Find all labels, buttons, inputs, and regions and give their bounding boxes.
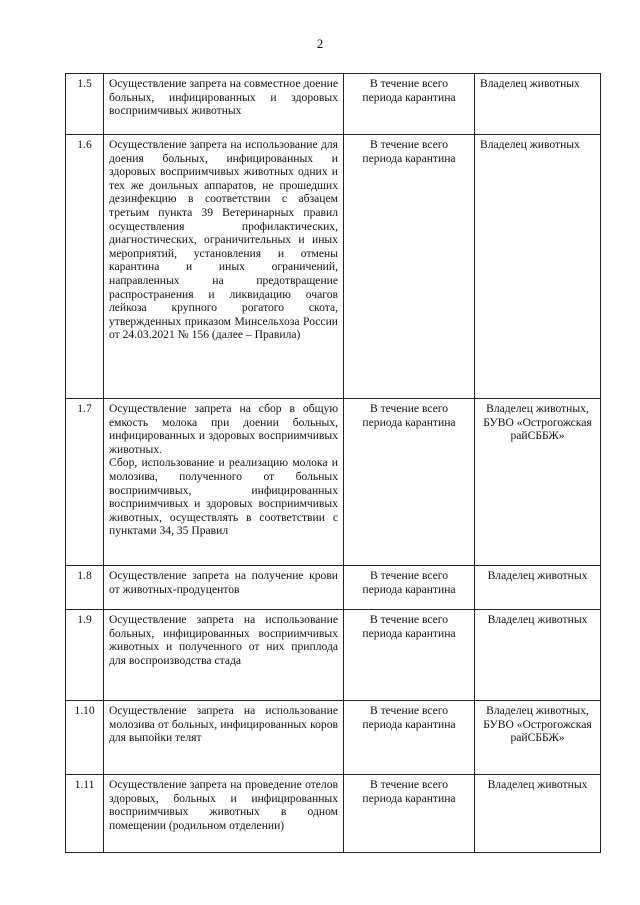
measure-responsible: Владелец животных bbox=[475, 775, 601, 853]
row-number: 1.9 bbox=[66, 610, 104, 701]
row-number: 1.6 bbox=[66, 135, 104, 399]
measure-description: Осуществление запрета на использование больных, инфицированных восприимчивых животных и полученного от них приплода для воспроизводства стада bbox=[104, 610, 344, 701]
measure-term: В течение всего периода карантина bbox=[344, 74, 475, 135]
measure-description: Осуществление запрета на совместное доение больных, инфицированных и здоровых восприимчивых животных bbox=[104, 74, 344, 135]
measure-responsible: Владелец животных bbox=[475, 74, 601, 135]
measure-description: Осуществление запрета на использование для доения больных, инфицированных и здоровых восприимчивых животных одних и тех же доильных аппаратов, не прошедших дезинфекцию в соответствии с абзацем третьим пункта 39 Ветеринарных правил осуществления профилактических, диагностических, ограничительных и иных мероприятий, установления и отмены карантина и иных ограничений, направленных на предотвращение распространения и ликвидацию очагов лейкоза крупного рогатого скота, утвержденных приказом Минсельхоза России от 24.03.2021 № 156 (далее – Правила) bbox=[104, 135, 344, 399]
measure-term: В течение всего периода карантина bbox=[344, 399, 475, 566]
measures-table bbox=[65, 73, 601, 853]
measure-responsible: Владелец животных bbox=[475, 566, 601, 610]
measure-term: В течение всего периода карантина bbox=[344, 135, 475, 399]
measure-term: В течение всего периода карантина bbox=[344, 610, 475, 701]
measure-description: Осуществление запрета на проведение отелов здоровых, больных и инфицированных восприимчивых животных в одном помещении (родильном отделении) bbox=[104, 775, 344, 853]
measure-description: Осуществление запрета на сбор в общую емкость молока при доении больных, инфицированных и здоровых восприимчивых животных. Сбор, использование и реализацию молока и молозива, полученного от больных восприимчивых, инфицированных восприимчивых и здоровых восприимчивых животных, осуществлять в соответствии с пунктами 34, 35 Правил bbox=[104, 399, 344, 566]
measure-term: В течение всего периода карантина bbox=[344, 701, 475, 775]
table-row bbox=[66, 566, 601, 610]
measure-responsible: Владелец животных, БУВО «Острогожская райСББЖ» bbox=[475, 701, 601, 775]
measure-responsible: Владелец животных bbox=[475, 135, 601, 399]
measure-term: В течение всего периода карантина bbox=[344, 775, 475, 853]
row-number: 1.11 bbox=[66, 775, 104, 853]
measure-responsible: Владелец животных, БУВО «Острогожская райСББЖ» bbox=[475, 399, 601, 566]
row-number: 1.5 bbox=[66, 74, 104, 135]
table-row bbox=[66, 74, 601, 135]
row-number: 1.8 bbox=[66, 566, 104, 610]
table-row bbox=[66, 610, 601, 701]
measure-term: В течение всего периода карантина bbox=[344, 566, 475, 610]
table-row bbox=[66, 399, 601, 566]
page-number: 2 bbox=[316, 36, 324, 51]
table-row bbox=[66, 775, 601, 853]
measure-description: Осуществление запрета на получение крови от животных-продуцентов bbox=[104, 566, 344, 610]
row-number: 1.7 bbox=[66, 399, 104, 566]
measure-description: Осуществление запрета на использование молозива от больных, инфицированных коров для выпойки телят bbox=[104, 701, 344, 775]
table-row bbox=[66, 701, 601, 775]
measure-responsible: Владелец животных bbox=[475, 610, 601, 701]
row-number: 1.10 bbox=[66, 701, 104, 775]
table-row bbox=[66, 135, 601, 399]
